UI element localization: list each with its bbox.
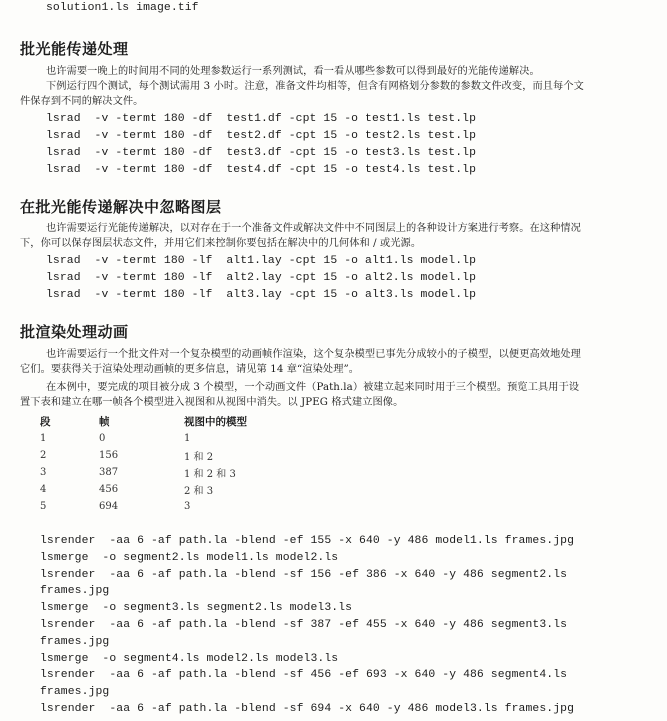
code-line: lsmerge -o segment3.ls segment2.ls model3.ls <box>40 602 353 615</box>
section1-paragraph-2-line-1: 下例运行四个测试，每个测试需用 3 小时。注意，准备文件均相等，但含有网格划分参数的参数文件改变，而且每个文 <box>46 81 584 92</box>
table-cell: 5 <box>40 501 47 512</box>
code-line: lsrender -aa 6 -af path.la -blend -sf 156 -ef 386 -x 640 -y 486 segment2.ls <box>40 568 568 581</box>
code-line: lsrender -aa 6 -af path.la -blend -sf 456 -ef 693 -x 640 -y 486 segment4.ls <box>40 669 568 682</box>
top-command: solution1.ls image.tif <box>46 2 199 14</box>
table-cell: 156 <box>99 450 119 461</box>
table-cell: 0 <box>99 433 106 444</box>
code-line: lsrad -v -termt 180 -df test1.df -cpt 15 -o test1.ls test.lp <box>46 113 477 125</box>
section2-paragraph-line-1: 也许需要运行光能传递解决，以对存在于一个准备文件或解决文件中不同图层上的各种设计方案进行考察。在这种情况 <box>46 223 581 234</box>
code-line: lsrender -aa 6 -af path.la -blend -ef 155 -x 640 -y 486 model1.ls frames.jpg <box>40 535 575 547</box>
table-header-frame: 帧 <box>99 416 110 428</box>
section-heading-batch-radiosity: 批光能传递处理 <box>20 40 129 58</box>
table-cell: 1 <box>184 433 191 444</box>
section-heading-batch-render-animation: 批渲染处理动画 <box>20 323 129 341</box>
section1-paragraph-1: 也许需要一晚上的时间用不同的处理参数运行一系列测试，看一看从哪些参数可以得到最好的光能传递解决。 <box>46 66 540 77</box>
table-header-row <box>40 413 314 430</box>
table-cell: 694 <box>99 501 119 512</box>
code-line: lsrad -v -termt 180 -df test2.df -cpt 15 -o test2.ls test.lp <box>46 130 477 142</box>
section3-paragraph-2-line-1: 在本例中，要完成的项目被分成 3 个模型，一个动画文件（Path.la）被建立起来同时用于三个模型。预览工具用于设 <box>46 382 580 393</box>
section2-code-block <box>46 253 476 304</box>
section3-paragraph-2-line-2: 置下表和建立在哪一帧各个模型进入视图和从视图中消失。以 JPEG 格式建立图像。 <box>20 397 404 408</box>
table-row <box>40 464 314 481</box>
code-line: lsrad -v -termt 180 -lf alt2.lay -cpt 15 -o alt2.ls model.lp <box>46 272 477 284</box>
code-line: lsrad -v -termt 180 -lf alt3.lay -cpt 15 -o alt3.ls model.lp <box>46 289 477 301</box>
table-cell: 3 <box>40 467 47 478</box>
table-cell: 1 和 2 <box>184 452 214 463</box>
table-row <box>40 481 314 498</box>
code-line: frames.jpg <box>40 585 110 598</box>
code-line: lsmerge -o segment2.ls model1.ls model2.ls <box>40 551 339 564</box>
code-line: lsrender -aa 6 -af path.la -blend -sf 694 -x 640 -y 486 model3.ls frames.jpg <box>40 702 575 715</box>
table-cell: 2 <box>40 450 47 461</box>
table-cell: 1 <box>40 433 47 444</box>
section1-code-block <box>46 111 476 179</box>
code-line: frames.jpg <box>40 686 110 699</box>
section1-paragraph-2-line-2: 件保存到不同的解决文件。 <box>20 96 144 107</box>
section-heading-ignore-layers: 在批光能传递解决中忽略图层 <box>20 198 222 216</box>
table-cell: 387 <box>99 467 119 478</box>
section3-paragraph-1-line-1: 也许需要运行一个批文件对一个复杂模型的动画帧作渲染，这个复杂模型已事先分成较小的子模型，以便更高效地处理 <box>46 349 581 360</box>
code-line: lsmerge -o segment4.ls model2.ls model3.ls <box>40 652 339 665</box>
section3-code-block <box>40 533 574 718</box>
code-line: lsrad -v -termt 180 -lf alt1.lay -cpt 15 -o alt1.ls model.lp <box>46 255 477 267</box>
table-cell: 456 <box>99 484 119 495</box>
table-cell: 1 和 2 和 3 <box>184 469 236 480</box>
table-row <box>40 498 314 515</box>
code-line: lsrad -v -termt 180 -df test4.df -cpt 15 -o test4.ls test.lp <box>46 164 477 176</box>
table-header-segment: 段 <box>40 416 51 428</box>
table-cell: 4 <box>40 484 47 495</box>
table-row <box>40 430 314 447</box>
code-line: frames.jpg <box>40 635 110 648</box>
table-cell: 3 <box>184 501 191 512</box>
code-line: lsrad -v -termt 180 -df test3.df -cpt 15 -o test3.ls test.lp <box>46 147 477 159</box>
table-cell: 2 和 3 <box>184 486 214 497</box>
table-header-models-in-view: 视图中的模型 <box>184 416 247 428</box>
segment-table <box>40 413 314 515</box>
table-row <box>40 447 314 464</box>
code-line: lsrender -aa 6 -af path.la -blend -sf 387 -ef 455 -x 640 -y 486 segment3.ls <box>40 618 568 631</box>
section2-paragraph-line-2: 下，你可以保存图层状态文件，并用它们来控制你要包括在解决中的几何体和 / 或光源。 <box>20 238 422 249</box>
section3-paragraph-1-line-2: 它们。要获得关于渲染处理动画帧的更多信息，请见第 14 章“渲染处理”。 <box>20 364 360 375</box>
